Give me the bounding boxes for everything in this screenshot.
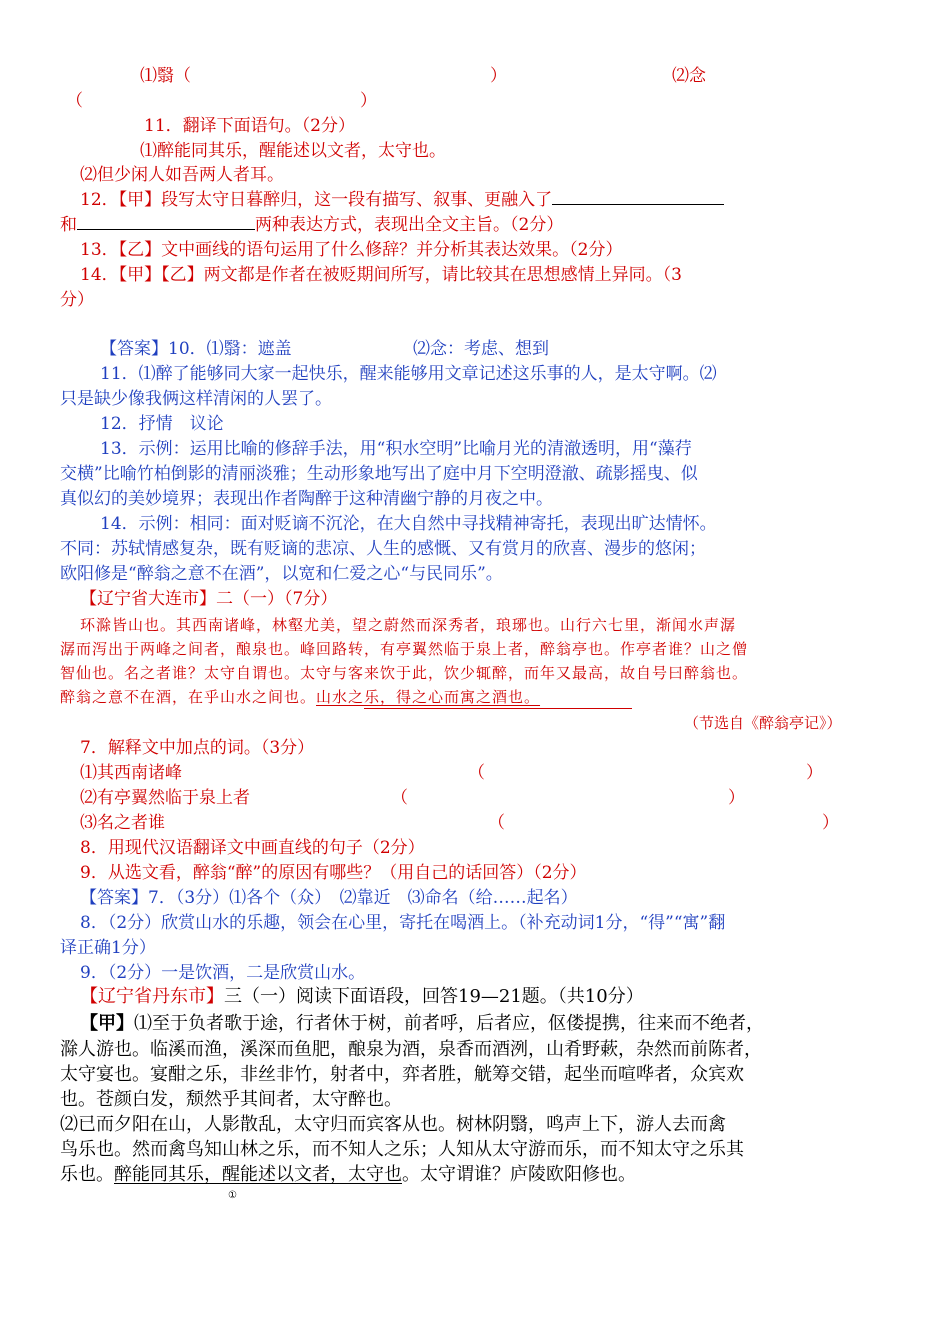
q14-line2: 分） [60,290,94,310]
dalian-passage-line4: 醉翁之意不在酒，在乎山水之间也。山水之乐，得之心而寓之酒也。 [60,688,541,706]
dalian-q7-2-open: （ [391,788,408,808]
answer-14-line1: 14．示例：相同：面对贬谪不沉沦，在大自然中寻找精神寄托，表现出旷达情怀。 [100,514,717,534]
q14-line1: 14．【甲】【乙】两文都是作者在被贬期间所写，请比较其在思想感情上异同。（3 [80,265,682,285]
q12-blank1[interactable] [552,189,724,205]
q10-item2-open: （ [66,91,83,111]
answer-13-line1: 13．示例：运用比喻的修辞手法，用“积水空明”比喻月光的清澈透明，用“藻荇 [100,439,692,459]
dandong-underlined-sentence: 醉能同其乐，醒能述以文者，太守也 [114,1164,402,1185]
dalian-q7-1-open: （ [468,763,485,783]
q13: 13．【乙】文中画线的语句运用了什么修辞？并分析其表达效果。（2分） [80,240,623,260]
dalian-answer-9: 9．（2分）一是饮酒，二是欣赏山水。 [80,963,366,983]
dalian-q7-3-close: ） [822,813,839,833]
answer-11-line1: 11．⑴醉了能够同大家一起快乐，醒来能够用文章记述这乐事的人，是太守啊。⑵ [100,364,717,384]
dalian-q7-3: ⑶名之者谁 [80,813,165,833]
dandong-p1-line4: 也。苍颜白发，颓然乎其间者，太守醉也。 [60,1089,402,1110]
answer-12: 12．抒情 议论 [100,414,224,434]
q11-title: 11．翻译下面语句。（2分） [144,116,355,136]
dalian-q7: 7．解释文中加点的词。（3分） [80,738,315,758]
dalian-q7-3-open: （ [488,813,505,833]
answer-13-line2: 交横”比喻竹柏倒影的清丽淡雅；生动形象地写出了庭中月下空明澄澈、疏影摇曳、似 [60,464,698,484]
dandong-p1-line1: 【甲】⑴至于负者歌于途，行者休于树，前者呼，后者应，伛偻提携，往来而不绝者， [80,1013,764,1034]
answer-11-line2: 只是缺少像我俩这样清闲的人罢了。 [60,389,332,409]
dalian-answer-7: 【答案】7．（3分）⑴各个（众） ⑵靠近 ⑶命名（给……起名） [80,888,578,908]
dandong-p2-line1: ⑵已而夕阳在山，人影散乱，太守归而宾客从也。树林阴翳，鸣声上下，游人去而禽 [60,1114,726,1135]
dalian-q7-2: ⑵有亭翼然临于泉上者 [80,788,250,808]
q12-blank2[interactable] [77,214,255,230]
q12-line2: 和 两种表达方式，表现出全文主旨。（2分） [60,215,564,235]
answer-14-line3: 欧阳修是“醉翁之意不在酒”，以宽和仁爱之心“与民同乐”。 [60,564,503,584]
dalian-passage-line3: 智仙也。名之者谁？太守自谓也。太守与客来饮于此，饮少辄醉，而年又最高，故自号曰醉翁也。 [60,664,749,682]
dalian-q9: 9．从选文看，醉翁“醉”的原因有哪些？（用自己的话回答）（2分） [80,863,587,883]
dandong-header: 【辽宁省丹东市】三（一）阅读下面语段，回答19—21题。（共10分） [80,986,644,1007]
dalian-header: 【辽宁省大连市】二（一）（7分） [80,589,338,609]
answer-10: 【答案】10．⑴翳：遮盖 [100,339,292,359]
q10-item1-close: ） [490,66,507,86]
dandong-p2-line3: 乐也。醉能同其乐，醒能述以文者，太守也。太守谓谁？庐陵欧阳修也。 [60,1164,636,1185]
dandong-p2-line2: 鸟乐也。然而禽鸟知山林之乐，而不知人之乐；人知从太守游而乐，而不知太守之乐其 [60,1139,744,1160]
underlined-sentence: 山水之乐，得之心而寓之酒也。 [316,688,541,706]
answer-10b: ⑵念：考虑、想到 [413,339,549,359]
dalian-q7-1-close: ） [806,763,823,783]
q12-line1: 12．【甲】段写太守日暮醉归，这一段有描写、叙事、更融入了 [80,189,724,211]
q11-sentence1: ⑴醉能同其乐，醒能述以文者，太守也。 [140,141,446,161]
dalian-answer-8-line2: 译正确1分） [60,938,156,958]
dalian-source: （节选自《醉翁亭记》） [684,714,842,732]
dalian-q7-1: ⑴其西南诸峰 [80,763,182,783]
dandong-p1-line3: 太守宴也。宴酣之乐，非丝非竹，射者中，弈者胜，觥筹交错，起坐而喧哗者，众宾欢 [60,1064,744,1085]
q10-item1: ⑴翳（ [140,66,191,86]
underline-rule [364,708,632,709]
dalian-passage-line1: 环滁皆山也。其西南诸峰，林壑尤美，望之蔚然而深秀者，琅琊也。山行六七里，渐闻水声潺 [80,616,737,634]
dalian-q7-2-close: ） [728,788,745,808]
footnote-marker: ① [228,1190,237,1201]
dandong-p1-line2: 滁人游也。临溪而渔，溪深而鱼肥，酿泉为酒，泉香而酒洌，山肴野蔌，杂然而前陈者， [60,1039,762,1060]
answer-13-line3: 真似幻的美妙境界；表现出作者陶醉于这种清幽宁静的月夜之中。 [60,489,553,509]
dalian-answer-8-line1: 8．（2分）欣赏山水的乐趣，领会在心里，寄托在喝酒上。（补充动词1分，“得”“寓”翻 [80,913,726,933]
q10-item2: ⑵念 [672,66,706,86]
q11-sentence2: ⑵但少闲人如吾两人者耳。 [80,165,284,185]
dalian-passage-line2: 潺而泻出于两峰之间者，酿泉也。峰回路转，有亭翼然临于泉上者，醉翁亭也。作亭者谁？山之僧 [60,640,749,658]
q10-item2-close: ） [360,91,377,111]
dalian-q8: 8．用现代汉语翻译文中画直线的句子（2分） [80,838,425,858]
answer-14-line2: 不同：苏轼情感复杂，既有贬谪的悲凉、人生的感慨、又有赏月的欣喜、漫步的悠闲； [60,539,706,559]
